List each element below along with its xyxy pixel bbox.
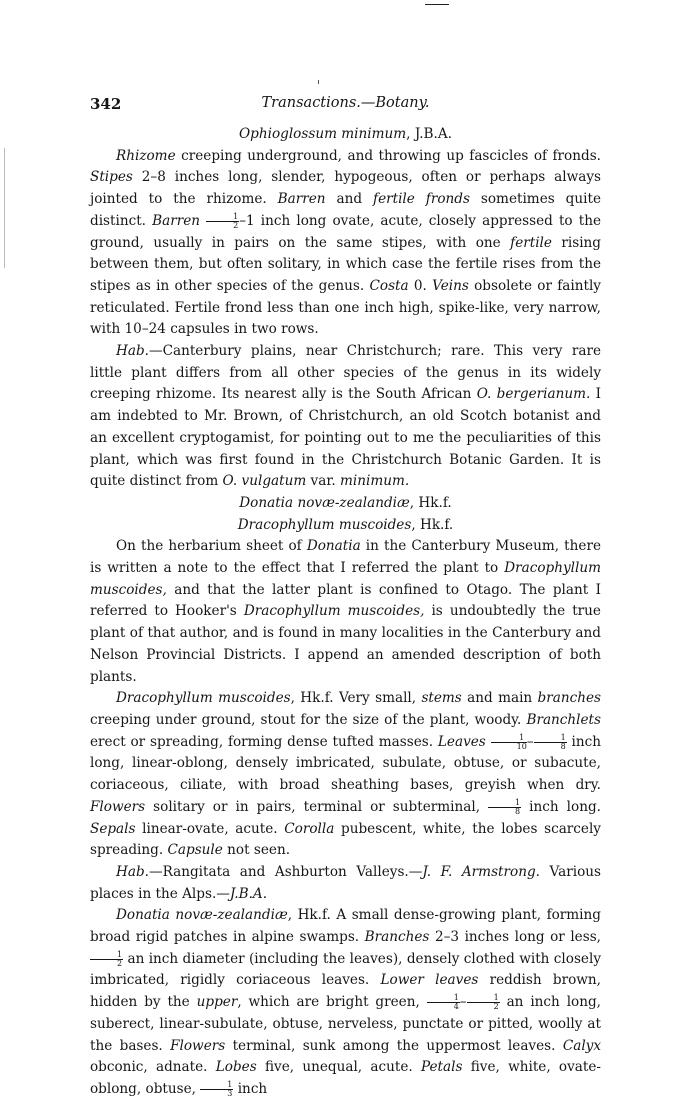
fraction-denominator: 8 xyxy=(560,741,566,751)
italic-text: O. vulgatum xyxy=(222,473,307,490)
italic-text: Donatia xyxy=(306,538,361,555)
italic-text: Petals xyxy=(420,1059,463,1076)
italic-text: Rhizome xyxy=(116,147,176,164)
italic-text: Ophioglossum minimum xyxy=(239,126,407,142)
fraction-denominator: 10 xyxy=(516,741,527,751)
italic-text: Veins xyxy=(432,277,469,294)
fraction-denominator: 2 xyxy=(493,1002,499,1012)
text-run: I am indebted to Mr. Brown, of Christchurch, an old Scotch botanist and an excellent cryptogamist, for pointing out to me the peculiarities of this plant, which was first found in the Christchurch Botanic Garden. It is quite distinct from xyxy=(90,386,601,490)
fraction-numerator: 1 xyxy=(200,1081,233,1090)
text-run: an inch long, suberect, linear-subulate, obtuse, nerveless, punctate or pitted, woolly at the bases. xyxy=(90,994,601,1054)
italic-text: Hab. xyxy=(116,863,149,880)
text-run: obsolete or faintly reticulated. Fertile frond less than one inch high, spike-like, very narrow, with 10–24 capsules in two rows. xyxy=(90,277,601,338)
fraction xyxy=(534,734,567,751)
italic-text: Donatia novæ-zealandiæ xyxy=(116,907,288,924)
text-run: inch xyxy=(233,1080,268,1097)
italic-text: fertile xyxy=(510,234,552,251)
text-run: 2–8 inches long, slender, hypogeous, often or perhaps always jointed to the rhizome. xyxy=(90,169,601,208)
fraction-numerator: 1 xyxy=(491,734,527,743)
text-run: On the herbarium sheet of xyxy=(116,538,307,555)
page-body xyxy=(90,124,601,1101)
italic-text: Stipes xyxy=(90,169,133,186)
text-run: , Hk.f. Very small, xyxy=(290,690,422,707)
text-run: linear-ovate, acute. xyxy=(135,820,285,837)
text-run: creeping underground, and throwing up fascicles of fronds. xyxy=(175,147,601,164)
fraction xyxy=(488,799,521,816)
italic-text: Barren xyxy=(152,212,200,229)
italic-text: Flowers xyxy=(90,798,146,815)
italic-text: upper xyxy=(196,994,238,1011)
fraction-denominator: 3 xyxy=(227,1088,233,1098)
fraction xyxy=(467,994,500,1011)
fraction-numerator: 1 xyxy=(534,734,567,743)
text-run: , which are bright green, xyxy=(237,994,427,1011)
text-run: terminal, sunk among the uppermost leaves. xyxy=(225,1037,563,1054)
fraction xyxy=(491,734,527,751)
italic-text: Branches xyxy=(364,929,430,946)
italic-text: Hab. xyxy=(116,343,149,360)
fraction-denominator: 2 xyxy=(233,220,239,230)
page-number: 342 xyxy=(90,95,122,113)
fraction xyxy=(90,951,123,968)
text-run: pubescent, white, the lobes scarcely spreading. xyxy=(90,820,601,859)
section-heading xyxy=(90,124,601,146)
text-run: 0. xyxy=(408,277,433,294)
text-run: var. xyxy=(306,473,340,490)
text-run: reddish brown, hidden by the xyxy=(90,972,601,1011)
text-run: in the Canterbury Museum, there is written a note to the effect that I referred the plant to xyxy=(90,538,601,577)
text-run: is undoubtedly the true plant of that author, and is found in many localities in the Canterbury and Nelson Provincial Districts. I append an amended description of both plants. xyxy=(90,603,601,685)
text-run: sometimes quite distinct. xyxy=(90,191,601,229)
text-run: , Hk.f. xyxy=(409,494,452,511)
paragraph xyxy=(90,146,601,341)
italic-text: Lobes xyxy=(215,1059,257,1076)
text-run: not seen. xyxy=(222,842,291,859)
text-run: , Hk.f. A small dense-growing plant, forming broad rigid patches in alpine swamps. xyxy=(90,907,601,946)
italic-text: Lower leaves xyxy=(380,972,479,989)
text-run: obconic, adnate. xyxy=(90,1059,216,1076)
page-header xyxy=(90,95,601,115)
text-run: inch long, linear-oblong, densely imbricated, subulate, obtuse, or subacute, coriaceous, ciliate, with broad sheathing bases, greyish when dry. xyxy=(90,733,601,794)
text-run: 2–3 inches long or less, xyxy=(429,929,601,946)
italic-text: Leaves xyxy=(437,733,486,750)
text-run: erect or spreading, forming dense tufted masses. xyxy=(90,733,438,750)
italic-text: Dracophyllum muscoides, xyxy=(90,560,601,598)
section-heading xyxy=(90,493,601,515)
italic-text: Dracophyllum muscoides xyxy=(116,690,291,707)
italic-text: Branchlets xyxy=(526,711,601,728)
fraction-denominator: 4 xyxy=(453,1002,459,1012)
fraction xyxy=(206,213,239,230)
text-run: inch long. xyxy=(521,798,601,815)
italic-text: J.B.A. xyxy=(229,885,268,902)
paragraph xyxy=(90,536,601,688)
italic-text: Calyx xyxy=(562,1037,602,1054)
text-run: —Rangitata and Ashburton Valleys.— xyxy=(148,863,423,880)
italic-text: stems xyxy=(421,690,462,707)
italic-text: Donatia novæ-zealandiæ xyxy=(239,494,410,511)
text-run: five, unequal, acute. xyxy=(256,1059,421,1076)
fraction-numerator: 1 xyxy=(427,994,460,1003)
paragraph xyxy=(90,341,601,493)
top-edge-rule xyxy=(425,4,449,5)
fraction-numerator: 1 xyxy=(467,994,500,1003)
scan-mark xyxy=(4,148,5,268)
italic-text: Capsule xyxy=(167,842,223,859)
fraction xyxy=(200,1081,233,1098)
fraction-denominator: 2 xyxy=(117,958,123,968)
italic-text: Dracophyllum muscoides xyxy=(237,516,412,533)
italic-text: Corolla xyxy=(284,820,335,837)
text-run: – xyxy=(526,733,534,750)
text-run: , J.B.A. xyxy=(406,126,452,142)
scan-mark xyxy=(318,80,319,84)
text-run: and that the latter plant is confined to Otago. The plant I referred to Hooker's xyxy=(90,581,601,620)
text-run: creeping under ground, stout for the size of the plant, woody. xyxy=(90,711,527,728)
fraction-numerator: 1 xyxy=(90,951,123,960)
text-run: solitary or in pairs, terminal or subterminal, xyxy=(145,798,489,815)
italic-text: Sepals xyxy=(90,820,136,837)
fraction-denominator: 8 xyxy=(515,806,521,816)
italic-text: branches xyxy=(537,690,601,707)
paragraph xyxy=(90,862,601,905)
text-run: Various places in the Alps.— xyxy=(90,863,601,902)
text-run: rising between them, but often solitary, in which case the fertile rises from the stipes as in other species of the genus. xyxy=(90,234,601,294)
text-run: —Canterbury plains, near Christchurch; rare. This very rare little plant differs from all other species of the genus in its widely creeping rhizome. Its nearest ally is the South African xyxy=(90,343,601,403)
text-run: , Hk.f. xyxy=(411,516,454,533)
italic-text: minimum. xyxy=(340,473,410,490)
running-title: Transactions.—Botany. xyxy=(261,95,430,111)
fraction xyxy=(427,994,460,1011)
text-run: and xyxy=(325,191,374,208)
italic-text: Flowers xyxy=(170,1037,226,1054)
italic-text: Barren xyxy=(277,191,326,208)
text-run: – xyxy=(459,994,467,1011)
text-run: and main xyxy=(461,690,538,707)
paragraph xyxy=(90,688,601,862)
text-run: five, white, ovate-oblong, obtuse, xyxy=(90,1059,602,1097)
fraction-numerator: 1 xyxy=(488,799,521,808)
italic-text: fertile fronds xyxy=(373,191,470,208)
fraction-numerator: 1 xyxy=(206,213,239,222)
italic-text: O. bergerianum. xyxy=(476,386,591,403)
italic-text: J. F. Armstrong. xyxy=(422,863,540,880)
text-run: an inch diameter (including the leaves), densely clothed with closely imbricated, rigidly coriaceous leaves. xyxy=(90,950,601,989)
italic-text: Costa xyxy=(369,277,409,294)
section-heading xyxy=(90,515,601,537)
paragraph xyxy=(90,905,601,1100)
italic-text: Dracophyllum muscoides, xyxy=(243,603,425,620)
text-run: –1 inch long ovate, acute, closely appressed to the ground, usually in pairs on the same stipes, with one xyxy=(90,212,601,251)
